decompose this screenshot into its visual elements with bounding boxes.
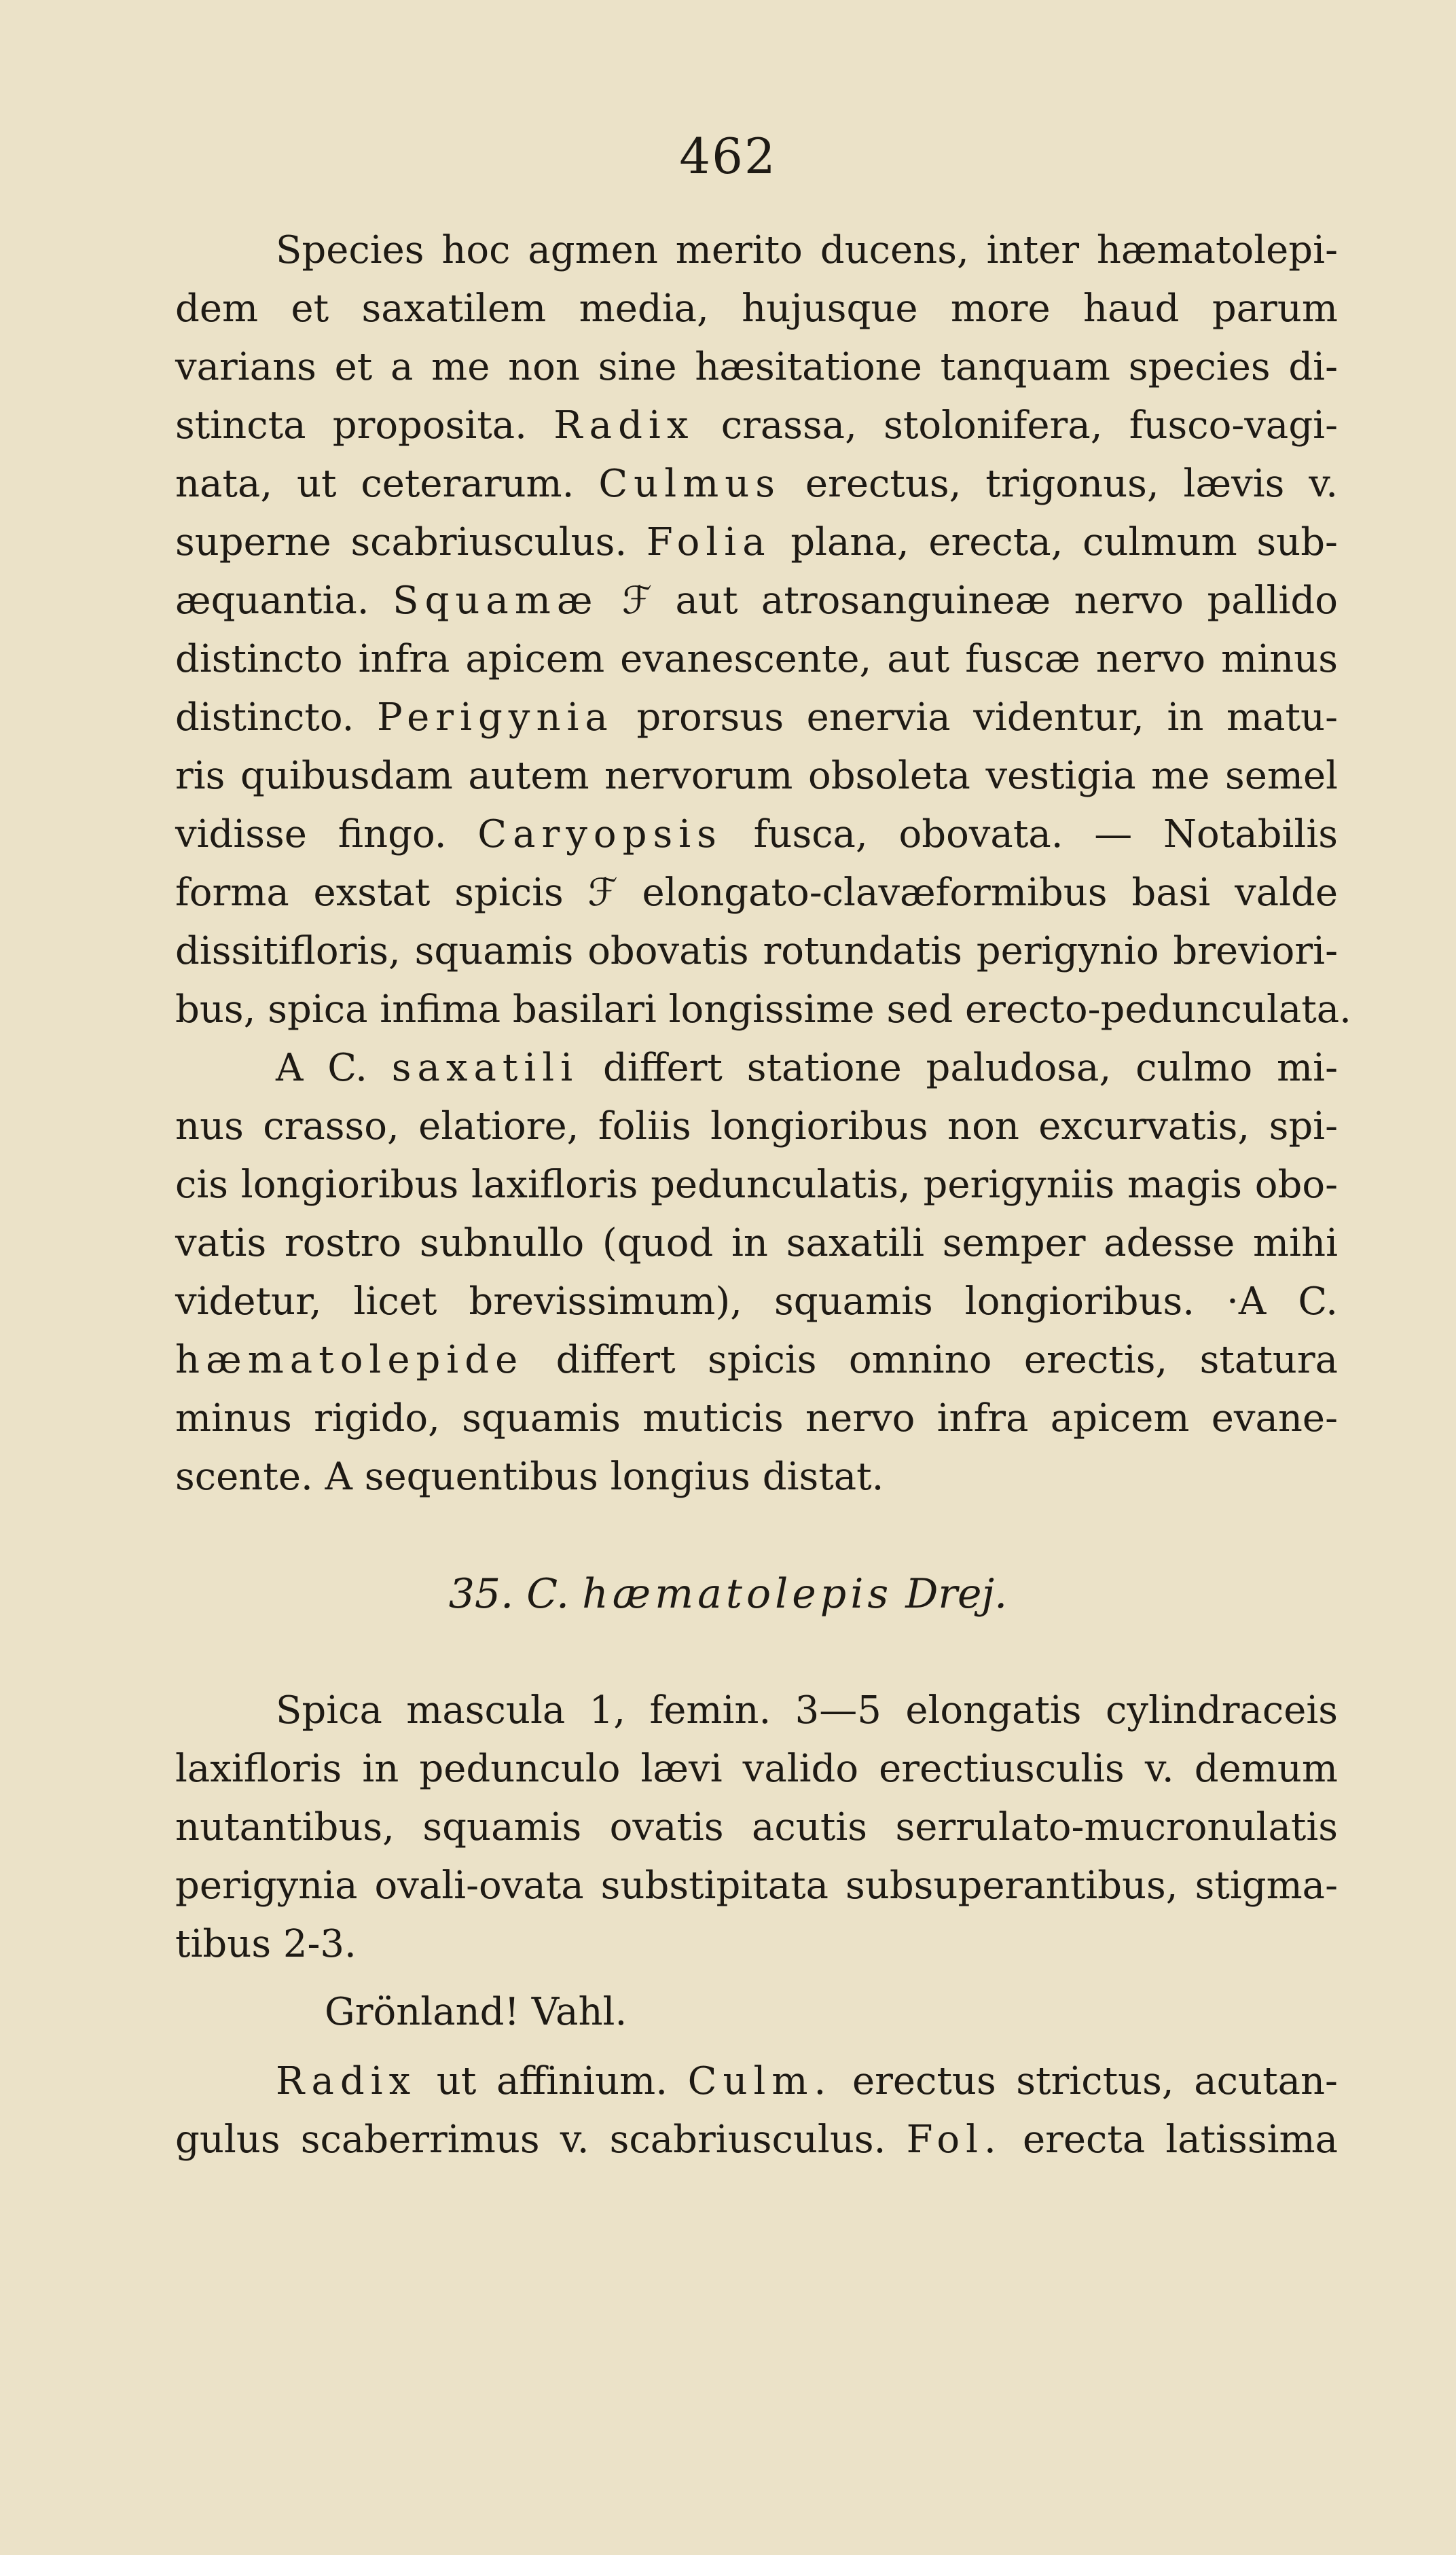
text-line: dem et saxatilem media, hujusque more haud parum <box>175 287 1338 331</box>
text-line: æquantia. Squamæ ℱ aut atrosanguineæ nervo pallido <box>175 579 1338 623</box>
text-line: ris quibusdam autem nervorum obsoleta vestigia me semel <box>175 754 1338 798</box>
text-line: gulus scaberrimus v. scabriusculus. Fol. erecta latissima <box>175 2118 1338 2162</box>
text-line: scente. A sequentibus longius distat. <box>175 1455 884 1499</box>
species-epithet: hæmatolepis <box>582 1570 893 1618</box>
text-line: nutantibus, squamis ovatis acutis serrulato-mucronulatis <box>175 1805 1338 1849</box>
spaced-term: hæmatolepide <box>175 1338 524 1382</box>
species-genus: C. <box>526 1570 570 1618</box>
text-line: videtur, licet brevissimum), squamis longioribus. ·A C. <box>175 1280 1338 1324</box>
locality: Grönland! Vahl. <box>325 1990 627 2034</box>
text-line: nus crasso, elatiore, foliis longioribus non excurvatis, spi- <box>175 1104 1338 1148</box>
spaced-term: Folia <box>646 520 771 564</box>
text-line: bus, spica infima basilari longissime sed erecto-pedunculata. <box>175 987 1351 1032</box>
text-line: distincto. Perigynia prorsus enervia videntur, in matu- <box>175 695 1338 740</box>
text-line: vatis rostro subnullo (quod in saxatili semper adesse mihi <box>175 1221 1338 1265</box>
text-line: tibus 2-3. <box>175 1922 357 1966</box>
text-line: Species hoc agmen merito ducens, inter hæmatolepi- <box>276 228 1338 272</box>
text-line: stincta proposita. Radix crassa, stolonifera, fusco-vagi- <box>175 403 1338 448</box>
text-line: varians et a me non sine hæsitatione tanquam species di- <box>175 345 1338 389</box>
text-line: perigynia ovali-ovata substipitata subsuperantibus, stigma- <box>175 1864 1338 1908</box>
text-line: vidisse fingo. Caryopsis fusca, obovata. — Notabilis <box>175 812 1338 856</box>
species-number: 35. <box>448 1570 514 1618</box>
text-line: nata, ut ceterarum. Culmus erectus, trigonus, lævis v. <box>175 462 1339 506</box>
text-line: minus rigido, squamis muticis nervo infra apicem evane- <box>175 1396 1338 1440</box>
spaced-term: Radix <box>276 2059 417 2103</box>
text-line: distincto infra apicem evanescente, aut fuscæ nervo minus <box>175 637 1338 681</box>
text-line: superne scabriusculus. Folia plana, erecta, culmum sub- <box>175 520 1338 564</box>
text-line: Radix ut affinium. Culm. erectus strictus, acutan- <box>276 2059 1338 2103</box>
text-line: forma exstat spicis ℱ elongato-clavæformibus basi valde <box>175 871 1338 915</box>
spaced-term: Caryopsis <box>477 812 723 856</box>
text-line: cis longioribus laxifloris pedunculatis, perigyniis magis obo- <box>175 1163 1338 1207</box>
spaced-term: saxatili <box>391 1046 579 1090</box>
text-line: Spica mascula 1, femin. 3—5 elongatis cylindraceis <box>276 1688 1338 1733</box>
text-line: hæmatolepide differt spicis omnino erectis, statura <box>175 1338 1338 1382</box>
species-author: Drej. <box>905 1570 1008 1618</box>
spaced-term: Radix <box>553 403 695 448</box>
text-line: dissitifloris, squamis obovatis rotundatis perigynio breviori- <box>175 929 1338 973</box>
text-line: laxifloris in pedunculo lævi valido erectiusculis v. demum <box>175 1747 1338 1791</box>
spaced-term: Perigynia <box>376 695 614 740</box>
spaced-term: Squamæ <box>393 579 599 623</box>
page-number: 462 <box>679 128 777 185</box>
spaced-term: Culm. <box>687 2059 833 2103</box>
text-line: A C. saxatili differt statione paludosa, culmo mi- <box>276 1046 1338 1090</box>
species-heading <box>0 1565 1456 1623</box>
spaced-term: Fol. <box>906 2118 1002 2162</box>
spaced-term: Culmus <box>598 462 782 506</box>
